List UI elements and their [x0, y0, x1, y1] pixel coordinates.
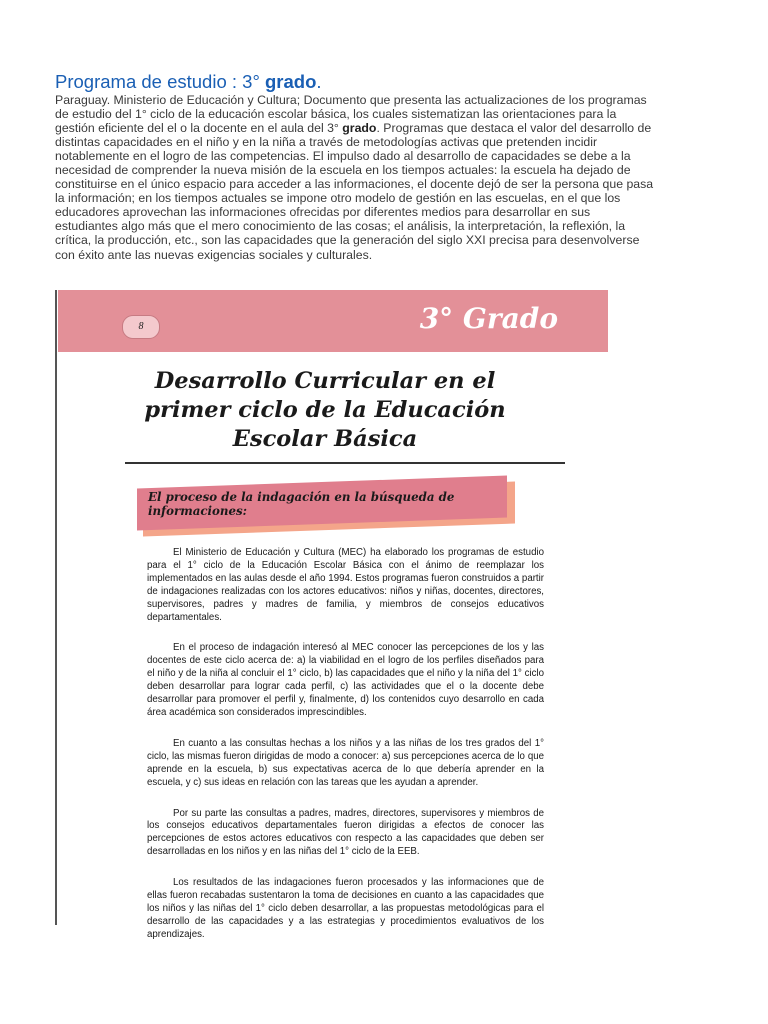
main-heading: Desarrollo Curricular en el primer ciclo de la Educación Escolar Básica: [144, 368, 506, 452]
grade-label: 3° Grado: [419, 302, 558, 335]
description-bold: grado: [342, 121, 377, 136]
page-number-badge: 8: [122, 315, 160, 339]
body-text: [147, 547, 544, 960]
page-left-border: [55, 290, 57, 925]
title-suffix: .: [316, 71, 322, 92]
title-bold: grado: [265, 71, 317, 92]
paragraph: El Ministerio de Educación y Cultura (MEC) ha elaborado los programas de estudio para el 1° ciclo de la Educación Escolar Básica con el ánimo de reemplazar los implementados en las aulas desde el año 1994. Estos programas fueron construidos a partir de indagaciones realizadas con los actores educativos: niños y niñas, docentes, directores, supervisores, padres y madres de familia, y miembros de consejos educativos departamentales.: [147, 547, 544, 623]
heading-divider: [125, 462, 565, 464]
description-part1: Paraguay. Ministerio de Educación y Cultura; Documento que presenta las actualizaciones de los programas de estudio del 1° ciclo de la educación escolar básica, los cuales sistematizan las orientaciones para la gestión eficiente del el o la docente en el aula del 3°: [55, 93, 647, 136]
grade-header-band: [58, 290, 608, 352]
paragraph: Los resultados de las indagaciones fueron procesados y las informaciones que de ellas fueron recabadas sustentaron la toma de decisiones en cuanto a las capacidades que los niños y las niñas del 1° ciclo deben desarrollar, a las propuestas metodológicas para el desarrollo de las capacidades y a las estrategias y procedimientos evaluativos de los aprendizajes.: [147, 877, 544, 940]
paragraph: En el proceso de indagación interesó al MEC conocer las percepciones de los y las docentes de este ciclo acerca de: a) la viabilidad en el logro de los perfiles diseñados para el niño y de la niña al concluir el 1° ciclo, b) las capacidades que el niño y la niña del 1° ciclo deben desarrollar para lograr cada perfil, c) las actividades que el o la docente debe desarrollar para promover el perfil y, finalmente, d) los contenidos cuyo desarrollo en cada área académica son considerados imprescindibles.: [147, 642, 544, 718]
paragraph: Por su parte las consultas a padres, madres, directores, supervisores y miembros de los consejos educativos departamentales fueron dirigidas a efectos de conocer las percepciones de estos actores educativos con respecto a las capacidades que deben ser desarrolladas en los niños y en las niñas del 1° ciclo de la EEB.: [147, 807, 544, 858]
section-title: El proceso de la indagación en la búsqueda de informaciones:: [148, 490, 455, 518]
page-title[interactable]: [55, 70, 322, 94]
title-prefix: Programa de estudio : 3°: [55, 71, 265, 92]
document-page-preview[interactable]: [55, 285, 615, 940]
description-part2: . Programas que destaca el valor del desarrollo de distintas capacidades en el niño y en la niña a través de metodologías activas que pretenden incidir notablemente en el logro de las competencias. El impulso dado al desarrollo de capacidades se debe a la necesidad de comprender la nueva misión de la escuela en los tiempos actuales: la escuela ha dejado de constituirse en el único espacio para acceder a las informaciones, el docente dejó de ser la persona que pasa la información; en los tiempos actuales se impone otro modelo de gestión en las escuelas, en el que los educadores aprovechan las informaciones ofrecidas por diferentes medios para desarrollar en sus estudiantes algo más que el mero conocimiento de las cosas; el análisis, la interpretación, la reflexión, la crítica, la producción, etc., son las capacidades que la generación del siglo XXI precisa para desenvolverse con éxito ante las nuevas exigencias sociales y culturales.: [55, 121, 654, 262]
document-description: [55, 93, 655, 262]
paragraph: En cuanto a las consultas hechas a los niños y a las niñas de los tres grados del 1° ciclo, las mismas fueron dirigidas de modo a conocer: a) sus percepciones acerca de lo que aprende en la escuela, b) sus expectativas acerca de lo que debería aprender en la escuela, y c) sus ideas en relación con las tareas que les ayudan a aprender.: [147, 737, 544, 788]
